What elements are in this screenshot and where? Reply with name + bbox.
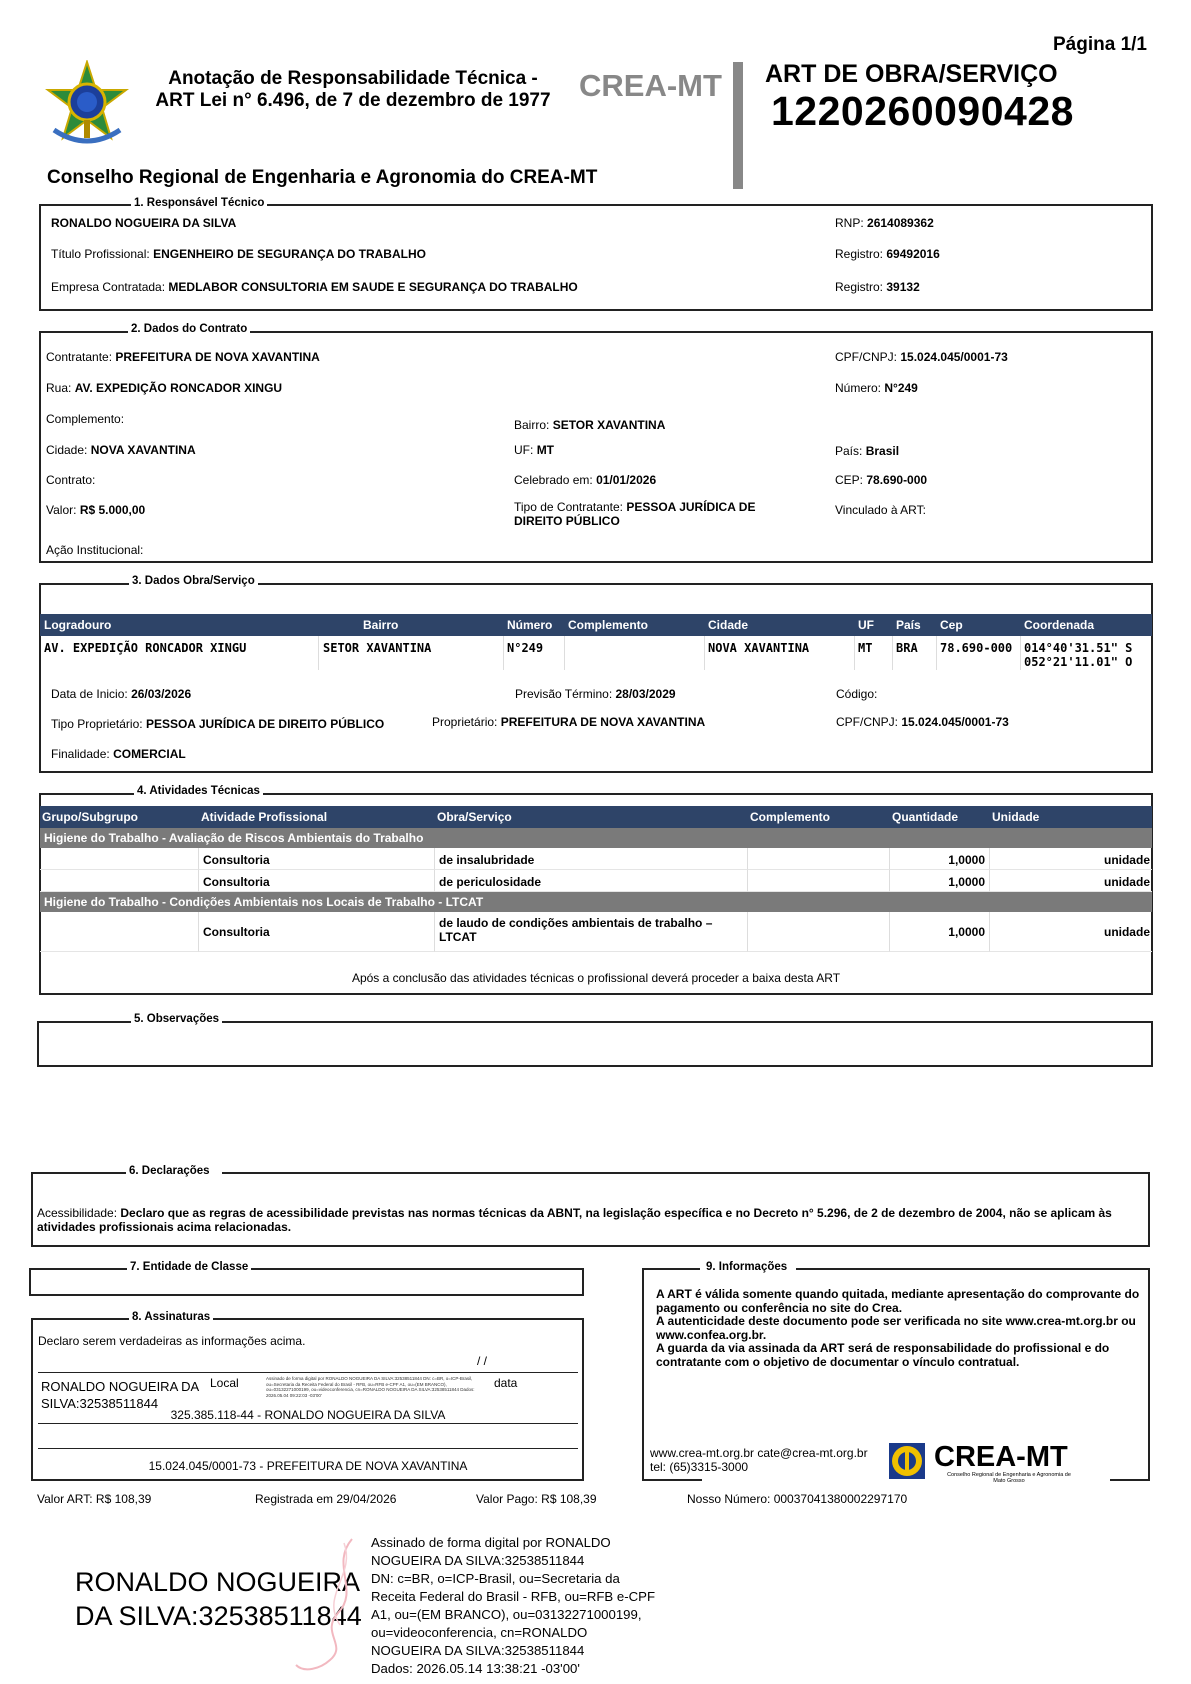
col-logradouro: Logradouro — [44, 618, 112, 632]
section-2-title: 2. Dados do Contrato — [128, 322, 250, 336]
section-2-box — [39, 331, 1153, 563]
empresa-contratada: Empresa Contratada: MEDLABOR CONSULTORIA EM SAUDE E SEGURANÇA DO TRABALHO — [51, 280, 578, 294]
tipo-contratante: Tipo de Contratante: PESSOA JURÍDICA DE DIREITO PÚBLICO — [514, 500, 756, 528]
data-inicio: Data de Inicio: 26/03/2026 — [51, 687, 192, 701]
section-7-title: 7. Entidade de Classe — [127, 1260, 251, 1274]
nosso-numero: Nosso Número: 00037041380002297170 — [687, 1492, 908, 1506]
quantidade-cell: 1,0000 — [890, 912, 990, 952]
rua: Rua: AV. EXPEDIÇÃO RONCADOR XINGU — [46, 381, 283, 395]
col-bairro: Bairro — [363, 618, 399, 632]
brand-bar — [733, 62, 743, 189]
col-complemento: Complemento — [568, 618, 649, 632]
bairro: Bairro: SETOR XAVANTINA — [514, 418, 666, 432]
grupo-row-2: Higiene do Trabalho - Condições Ambientais nos Locais de Trabalho - LTCAT — [40, 892, 1152, 912]
obra-cell: de laudo de condições ambientais de trabalho – LTCAT — [435, 912, 748, 952]
section-1-title: 1. Responsável Técnico — [131, 196, 267, 210]
col-unidade: Unidade — [992, 810, 1040, 824]
crea-logo-text: CREA-MT — [934, 1441, 1068, 1473]
obra-cell: de insalubridade — [435, 848, 748, 870]
registro-empresa: Registro: 39132 — [835, 280, 920, 294]
coord-lat: 014°40'31.51" S — [1024, 641, 1133, 655]
art-type: ART DE OBRA/SERVIÇO — [765, 60, 1058, 88]
pais: País: Brasil — [835, 444, 900, 458]
obra-table-header — [40, 614, 1152, 636]
col-quantidade: Quantidade — [892, 810, 959, 824]
section-6-title: 6. Declarações — [126, 1164, 213, 1178]
valor-art: Valor ART: R$ 108,39 — [37, 1492, 152, 1506]
numero: Número: N°249 — [835, 381, 918, 395]
section-3-title: 3. Dados Obra/Serviço — [129, 574, 258, 588]
digital-signer-name: RONALDO NOGUEIRA DA SILVA:32538511844 — [75, 1567, 362, 1631]
section-9-title: 9. Informações — [703, 1260, 790, 1274]
section-5-title: 5. Observações — [131, 1012, 222, 1026]
col-grupo: Grupo/Subgrupo — [42, 810, 138, 824]
council-title: Conselho Regional de Engenharia e Agronomia do CREA-MT — [47, 167, 598, 188]
brasao-icon — [44, 60, 130, 146]
col-cep: Cep — [940, 618, 963, 632]
law-line-2: ART Lei n° 6.496, de 7 de dezembro de 1977 — [155, 90, 551, 111]
atividade-cell: Consultoria — [199, 912, 435, 952]
section-3-box — [39, 583, 1153, 773]
cell-uf: MT — [858, 641, 873, 655]
unidade-cell: unidade — [990, 912, 1152, 952]
acao-institucional: Ação Institucional: — [46, 543, 144, 557]
obra-cell: de periculosidade — [435, 870, 748, 892]
law-title — [143, 68, 563, 112]
section-8-title: 8. Assinaturas — [129, 1310, 213, 1324]
crea-contact: www.crea-mt.org.br cate@crea-mt.org.br tel: (65)3315-3000 — [650, 1446, 868, 1474]
atividades-rows-1 — [40, 848, 1152, 892]
grupo-row-1: Higiene do Trabalho - Avaliação de Riscos Ambientais do Trabalho — [40, 828, 1152, 848]
date-slashes: / / — [477, 1354, 488, 1368]
law-line-1: Anotação de Responsabilidade Técnica - — [168, 68, 538, 89]
atividades-table-header — [40, 806, 1152, 828]
atividade-cell: Consultoria — [199, 870, 435, 892]
titulo-profissional: Título Profissional: ENGENHEIRO DE SEGURANÇA DO TRABALHO — [51, 247, 426, 261]
section-4-title: 4. Atividades Técnicas — [134, 784, 263, 798]
registrada-em: Registrada em 29/04/2026 — [255, 1492, 397, 1506]
responsavel-name: RONALDO NOGUEIRA DA SILVA — [51, 216, 237, 230]
obra-table-row — [40, 636, 1152, 670]
signature-professional: 325.385.118-44 - RONALDO NOGUEIRA DA SILVA — [170, 1408, 446, 1422]
celebrado-em: Celebrado em: 01/01/2026 — [514, 473, 657, 487]
col-complemento-at: Complemento — [750, 810, 831, 824]
declaro-verdadeiras: Declaro serem verdadeiras as informações acima. — [38, 1334, 306, 1348]
col-numero: Número — [507, 618, 553, 632]
finalidade: Finalidade: COMERCIAL — [51, 747, 186, 761]
conclusao-note: Após a conclusão das atividades técnicas o profissional deverá proceder a baixa desta ART — [351, 971, 841, 985]
proprietario-cpf: CPF/CNPJ: 15.024.045/0001-73 — [836, 715, 1009, 729]
quantidade-cell: 1,0000 — [890, 848, 990, 870]
col-uf: UF — [858, 618, 874, 632]
col-obra: Obra/Serviço — [437, 810, 512, 824]
local-label: Local — [210, 1376, 239, 1390]
crea-logo-subtitle: Conselho Regional de Engenharia e Agronomia de Mato Grosso — [947, 1472, 1071, 1484]
digital-signature-details: Assinado de forma digital por RONALDO NOGUEIRA DA SILVA:32538511844 DN: c=BR, o=ICP-Brasil, ou=Secretaria da Receita Federal do Brasil - RFB, ou=RFB e-CPF A1, ou=(EM BRANCO), ou=03132271000199, ou=videoconferencia, cn=RONALDO NOGUEIRA DA SILVA:32538511844 Dados: 2026.05.14 13:38:21 -03'00' — [371, 1535, 655, 1676]
informacoes-text: A ART é válida somente quando quitada, mediante apresentação do comprovante do pagamento ou conferência no site do Crea. A autenticidade deste documento pode ser verificada no site www.crea-mt.org.br ou www.confea.org.br. A guarda da via assinada da ART será de responsabilidade do profissional e do contratante com o objetivo de documentar o vínculo contratual. — [656, 1287, 1140, 1369]
brand-header: CREA-MT — [579, 68, 722, 103]
cell-coordenada — [1024, 641, 1132, 669]
col-atividade: Atividade Profissional — [201, 810, 328, 824]
section-7-box — [29, 1268, 584, 1296]
quantidade-cell: 1,0000 — [890, 870, 990, 892]
rnp: RNP: 2614089362 — [835, 216, 934, 230]
proprietario: Proprietário: PREFEITURA DE NOVA XAVANTINA — [432, 715, 706, 729]
uf: UF: MT — [514, 443, 555, 457]
signer-name: RONALDO NOGUEIRA DA SILVA:32538511844 — [41, 1379, 200, 1411]
vinculado-art: Vinculado à ART: — [835, 503, 926, 517]
acessibilidade-declaracao: Acessibilidade: Declaro que as regras de acessibilidade previstas nas normas técnicas da ABNT, na legislação específica e no Decreto n° 5.296, de 2 de dezembro de 2004, não se aplicam às atividades profissionais acima relacionadas. — [37, 1206, 1112, 1234]
cell-cep: 78.690-000 — [940, 641, 1013, 655]
cidade: Cidade: NOVA XAVANTINA — [46, 443, 196, 457]
cell-logradouro: AV. EXPEDIÇÃO RONCADOR XINGU — [44, 641, 247, 655]
tipo-proprietario: Tipo Proprietário: PESSOA JURÍDICA DE DIREITO PÚBLICO — [51, 717, 385, 731]
section-5-box — [37, 1021, 1153, 1067]
cell-pais: BRA — [896, 641, 918, 655]
valor-pago: Valor Pago: R$ 108,39 — [476, 1492, 597, 1506]
contratante-cpf: CPF/CNPJ: 15.024.045/0001-73 — [835, 350, 1008, 364]
cep: CEP: 78.690-000 — [835, 473, 928, 487]
col-pais: País — [896, 618, 921, 632]
crea-logo-icon — [889, 1443, 925, 1479]
col-cidade: Cidade — [708, 618, 749, 632]
registro: Registro: 69492016 — [835, 247, 940, 261]
art-number: 1220260090428 — [771, 88, 1074, 134]
codigo: Código: — [836, 687, 878, 701]
mini-digital-signature: Assinado de forma digital por RONALDO NOGUEIRA DA SILVA:32538511844 DN: c=BR, o=ICP-Brasil, ou=Secretaria da Receita Federal do Brasil - RFB, ou=RFB e-CPF A1, ou=(EM BRANCO), ou=03132271000199, ou=videoconferencia, cn=RONALDO NOGUEIRA DA SILVA:32538511844 Dados: 2026.05.04 09:22:03 -03'00' — [266, 1376, 475, 1398]
previsao-termino: Previsão Término: 28/03/2029 — [515, 687, 676, 701]
complemento: Complemento: — [46, 412, 125, 426]
unidade-cell: unidade — [990, 870, 1152, 892]
valor: Valor: R$ 5.000,00 — [46, 503, 146, 517]
data-label: data — [494, 1376, 518, 1390]
cell-cidade: NOVA XAVANTINA — [708, 641, 810, 655]
cell-numero: N°249 — [507, 641, 544, 655]
signature-contratante: 15.024.045/0001-73 - PREFEITURA DE NOVA XAVANTINA — [148, 1459, 468, 1473]
coord-lon: 052°21'11.01" O — [1024, 655, 1133, 669]
contrato: Contrato: — [46, 473, 96, 487]
signature-stroke-icon — [290, 1535, 380, 1675]
col-coordenada: Coordenada — [1024, 618, 1095, 632]
atividades-rows-2 — [40, 912, 1152, 952]
contratante: Contratante: PREFEITURA DE NOVA XAVANTINA — [46, 350, 320, 364]
unidade-cell: unidade — [990, 848, 1152, 870]
cell-bairro: SETOR XAVANTINA — [323, 641, 432, 655]
page-number: Página 1/1 — [1053, 34, 1147, 55]
atividade-cell: Consultoria — [199, 848, 435, 870]
